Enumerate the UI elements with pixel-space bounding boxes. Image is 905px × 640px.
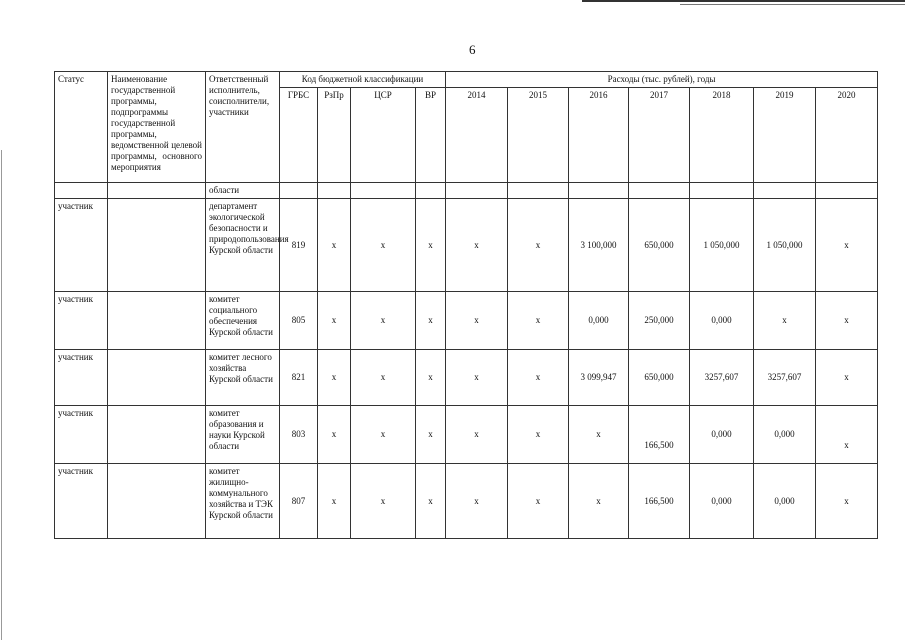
csr-cell: x (351, 464, 416, 539)
value-cell: 3 100,000 (569, 199, 629, 292)
scan-edge (1, 150, 2, 640)
value-cell: 0,000 (690, 406, 754, 464)
responsible-cell: департамент экологической безопасности и природопользования Курской области (206, 199, 280, 292)
header-year: 2020 (816, 88, 878, 183)
value-cell: 0,000 (569, 292, 629, 350)
status-cell: участник (55, 350, 108, 406)
rzpr-cell: x (318, 199, 351, 292)
value-cell: x (508, 464, 569, 539)
grbs-cell: 821 (280, 350, 318, 406)
header-status: Статус (55, 72, 108, 183)
header-year: 2018 (690, 88, 754, 183)
header-year: 2016 (569, 88, 629, 183)
value-cell: 0,000 (690, 464, 754, 539)
continuation-text: области (206, 183, 280, 199)
top-rule (582, 0, 905, 2)
header-year: 2015 (508, 88, 569, 183)
value-cell: 0,000 (754, 464, 816, 539)
responsible-cell: комитет лесного хозяйства Курской области (206, 350, 280, 406)
name-cell (108, 464, 206, 539)
value-cell: 166,500 (629, 464, 690, 539)
value-cell: 3257,607 (690, 350, 754, 406)
table-cell (318, 183, 351, 199)
value-cell: x (446, 199, 508, 292)
table-cell (446, 183, 508, 199)
table-row (55, 292, 878, 350)
grbs-cell: 803 (280, 406, 318, 464)
table-cell (416, 183, 446, 199)
header-rzpr: РзПр (318, 88, 351, 183)
table-cell (508, 183, 569, 199)
table-row (55, 199, 878, 292)
value-cell: 0,000 (754, 406, 816, 464)
header-year: 2014 (446, 88, 508, 183)
table-cell (816, 183, 878, 199)
budget-table (54, 71, 878, 539)
name-cell (108, 350, 206, 406)
value-cell: x (816, 350, 878, 406)
value-cell: x (569, 464, 629, 539)
name-cell (108, 199, 206, 292)
value-cell: 3257,607 (754, 350, 816, 406)
vr-cell: x (416, 464, 446, 539)
grbs-cell: 807 (280, 464, 318, 539)
value-cell: x (816, 199, 878, 292)
rzpr-cell: x (318, 406, 351, 464)
header-expenses: Расходы (тыс. рублей), годы (446, 72, 878, 88)
responsible-cell: комитет жилищно-коммунального хозяйства и ТЭК Курской области (206, 464, 280, 539)
value-cell: x (754, 292, 816, 350)
csr-cell: x (351, 350, 416, 406)
header-year: 2019 (754, 88, 816, 183)
table-cell (351, 183, 416, 199)
table-cell (280, 183, 318, 199)
value-cell: 250,000 (629, 292, 690, 350)
status-cell: участник (55, 199, 108, 292)
name-cell (108, 406, 206, 464)
table-cell (108, 183, 206, 199)
vr-cell: x (416, 406, 446, 464)
vr-cell: x (416, 350, 446, 406)
value-cell: x (446, 406, 508, 464)
status-cell: участник (55, 406, 108, 464)
value-cell: x (508, 350, 569, 406)
header-year: 2017 (629, 88, 690, 183)
value-cell: x (569, 406, 629, 464)
status-cell: участник (55, 464, 108, 539)
header-csr: ЦСР (351, 88, 416, 183)
csr-cell: x (351, 292, 416, 350)
value-cell: 3 099,947 (569, 350, 629, 406)
header-grbs: ГРБС (280, 88, 318, 183)
header-budget-code: Код бюджетной классификации (280, 72, 446, 88)
value-cell: x (446, 292, 508, 350)
top-rule-secondary (680, 4, 905, 5)
vr-cell: x (416, 292, 446, 350)
responsible-cell: комитет социального обеспечения Курской области (206, 292, 280, 350)
table-cell (629, 183, 690, 199)
page-number: 6 (469, 42, 476, 57)
value-cell: x (508, 199, 569, 292)
value-cell: x (816, 292, 878, 350)
vr-cell: x (416, 199, 446, 292)
table-cell (569, 183, 629, 199)
value-cell: x (816, 464, 878, 539)
name-cell (108, 292, 206, 350)
rzpr-cell: x (318, 350, 351, 406)
table-cell (754, 183, 816, 199)
table-row (55, 406, 878, 464)
table-row (55, 350, 878, 406)
value-cell: x (816, 406, 878, 464)
grbs-cell: 819 (280, 199, 318, 292)
value-cell: 166,500 (629, 406, 690, 464)
grbs-cell: 805 (280, 292, 318, 350)
value-cell: 1 050,000 (754, 199, 816, 292)
value-cell: 1 050,000 (690, 199, 754, 292)
value-cell: x (446, 464, 508, 539)
value-cell: 650,000 (629, 199, 690, 292)
rzpr-cell: x (318, 292, 351, 350)
value-cell: x (508, 406, 569, 464)
status-cell: участник (55, 292, 108, 350)
header-vr: ВР (416, 88, 446, 183)
value-cell: 650,000 (629, 350, 690, 406)
value-cell: 0,000 (690, 292, 754, 350)
header-name: Наименование государственной программы, подпрограммы государственной программы, ведомственной целевой программы, основного мероприятия (108, 72, 206, 183)
csr-cell: x (351, 199, 416, 292)
value-cell: x (508, 292, 569, 350)
continuation-row (55, 183, 878, 199)
csr-cell: x (351, 406, 416, 464)
table-row (55, 464, 878, 539)
table-cell (690, 183, 754, 199)
header-row-1 (55, 72, 878, 88)
table-cell (55, 183, 108, 199)
value-cell: x (446, 350, 508, 406)
rzpr-cell: x (318, 464, 351, 539)
header-responsible: Ответственный исполнитель, соисполнители, участники (206, 72, 280, 183)
responsible-cell: комитет образования и науки Курской области (206, 406, 280, 464)
